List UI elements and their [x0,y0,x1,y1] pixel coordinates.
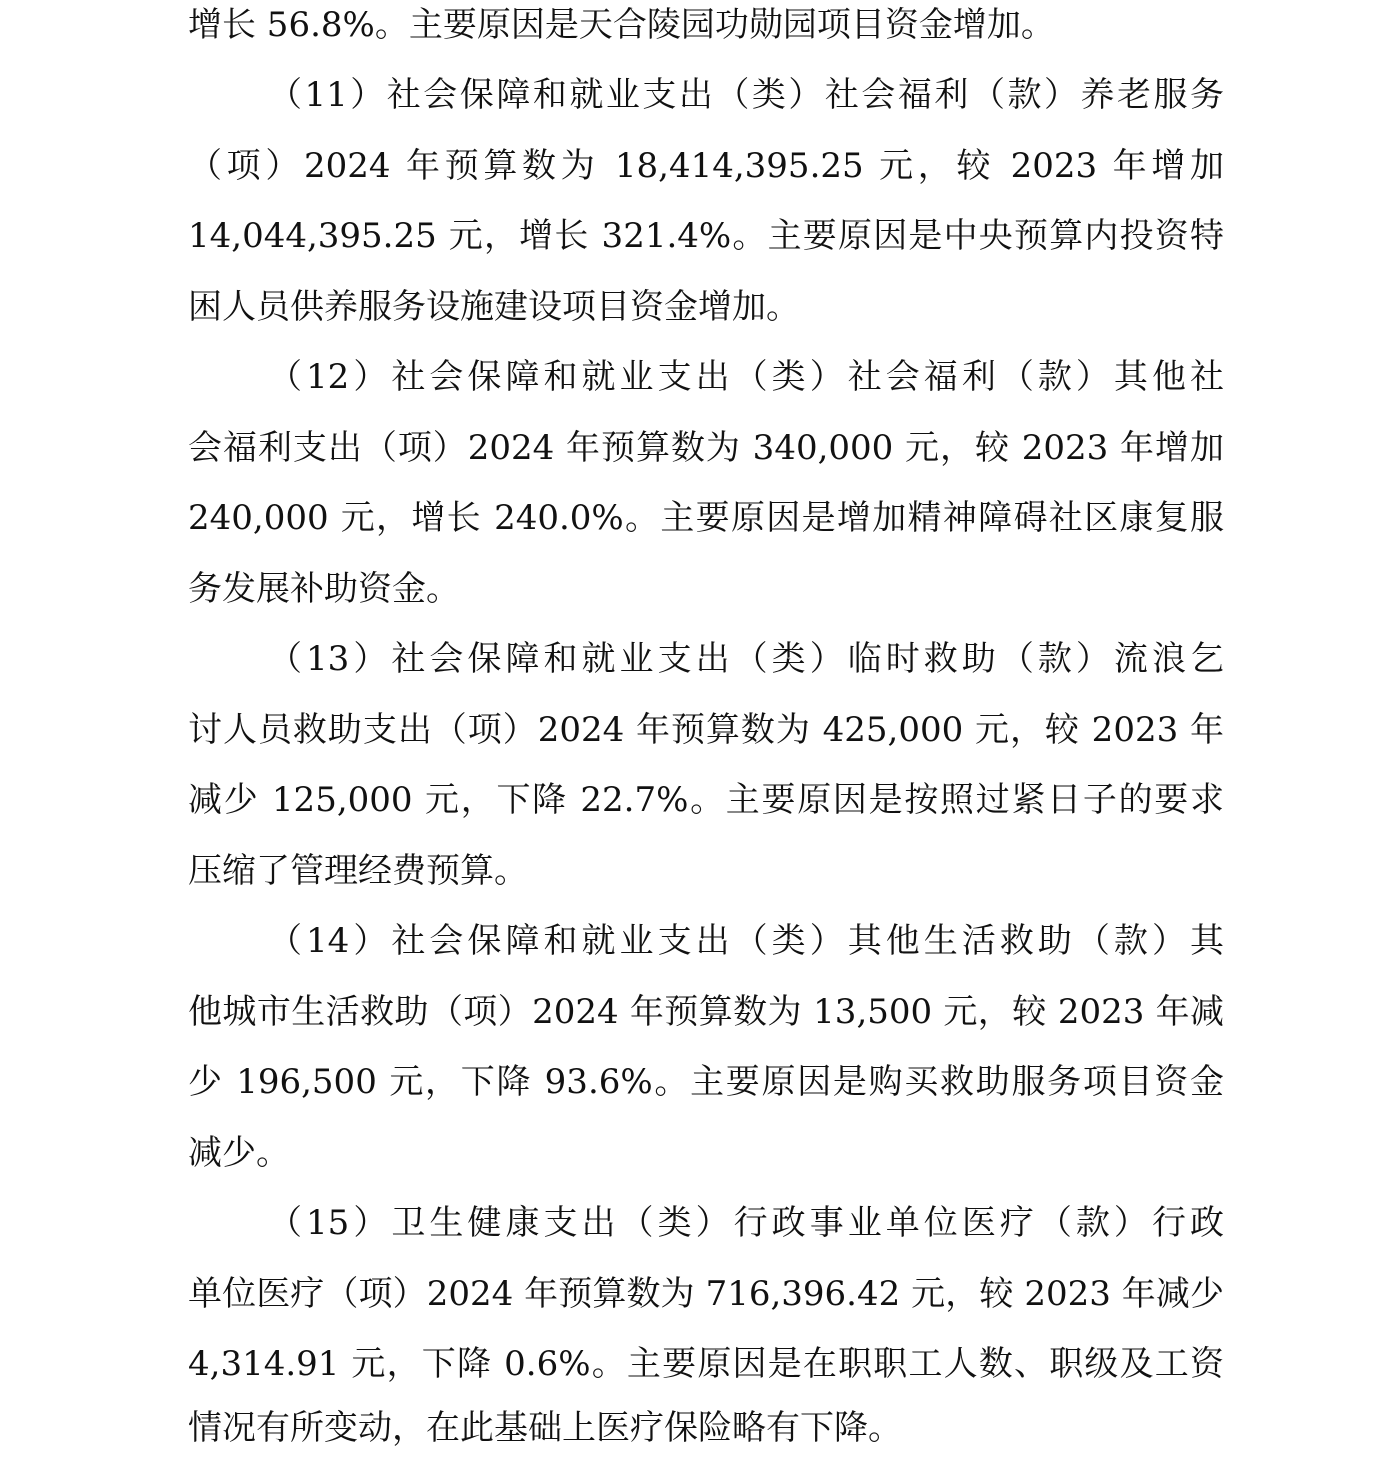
text-line: 减少 125,000 元，下降 22.7%。主要原因是按照过紧日子的要求 [188,780,1224,820]
text-line: 讨人员救助支出（项）2024 年预算数为 425,000 元，较 2023 年 [188,710,1224,750]
item-12-heading-line: （12）社会保障和就业支出（类）社会福利（款）其他社 [268,357,1224,397]
item-11-heading-line: （11）社会保障和就业支出（类）社会福利（款）养老服务 [268,75,1224,115]
text-line: 4,314.91 元，下降 0.6%。主要原因是在职职工人数、职级及工资 [188,1344,1224,1384]
text-line: 单位医疗（项）2024 年预算数为 716,396.42 元，较 2023 年减少 [188,1274,1224,1314]
text-line: 情况有所变动，在此基础上医疗保险略有下降。 [188,1408,902,1448]
item-13-heading-line: （13）社会保障和就业支出（类）临时救助（款）流浪乞 [268,639,1224,679]
text-line: （项）2024 年预算数为 18,414,395.25 元，较 2023 年增加 [188,146,1224,186]
text-line: 压缩了管理经费预算。 [188,851,528,891]
item-15-heading-line: （15）卫生健康支出（类）行政事业单位医疗（款）行政 [268,1203,1224,1243]
item-14-heading-line: （14）社会保障和就业支出（类）其他生活救助（款）其 [268,921,1224,961]
text-line: 240,000 元，增长 240.0%。主要原因是增加精神障碍社区康复服 [188,498,1224,538]
text-line: 14,044,395.25 元，增长 321.4%。主要原因是中央预算内投资特 [188,216,1224,256]
text-line: 会福利支出（项）2024 年预算数为 340,000 元，较 2023 年增加 [188,428,1224,468]
text-line: 减少。 [188,1133,290,1173]
text-line: 他城市生活救助（项）2024 年预算数为 13,500 元，较 2023 年减 [188,992,1224,1032]
text-line: 少 196,500 元，下降 93.6%。主要原因是购买救助服务项目资金 [188,1062,1224,1102]
text-line: 困人员供养服务设施建设项目资金增加。 [188,287,800,327]
text-line: 务发展补助资金。 [188,569,460,609]
text-line: 增长 56.8%。主要原因是天合陵园功勋园项目资金增加。 [188,5,1055,45]
